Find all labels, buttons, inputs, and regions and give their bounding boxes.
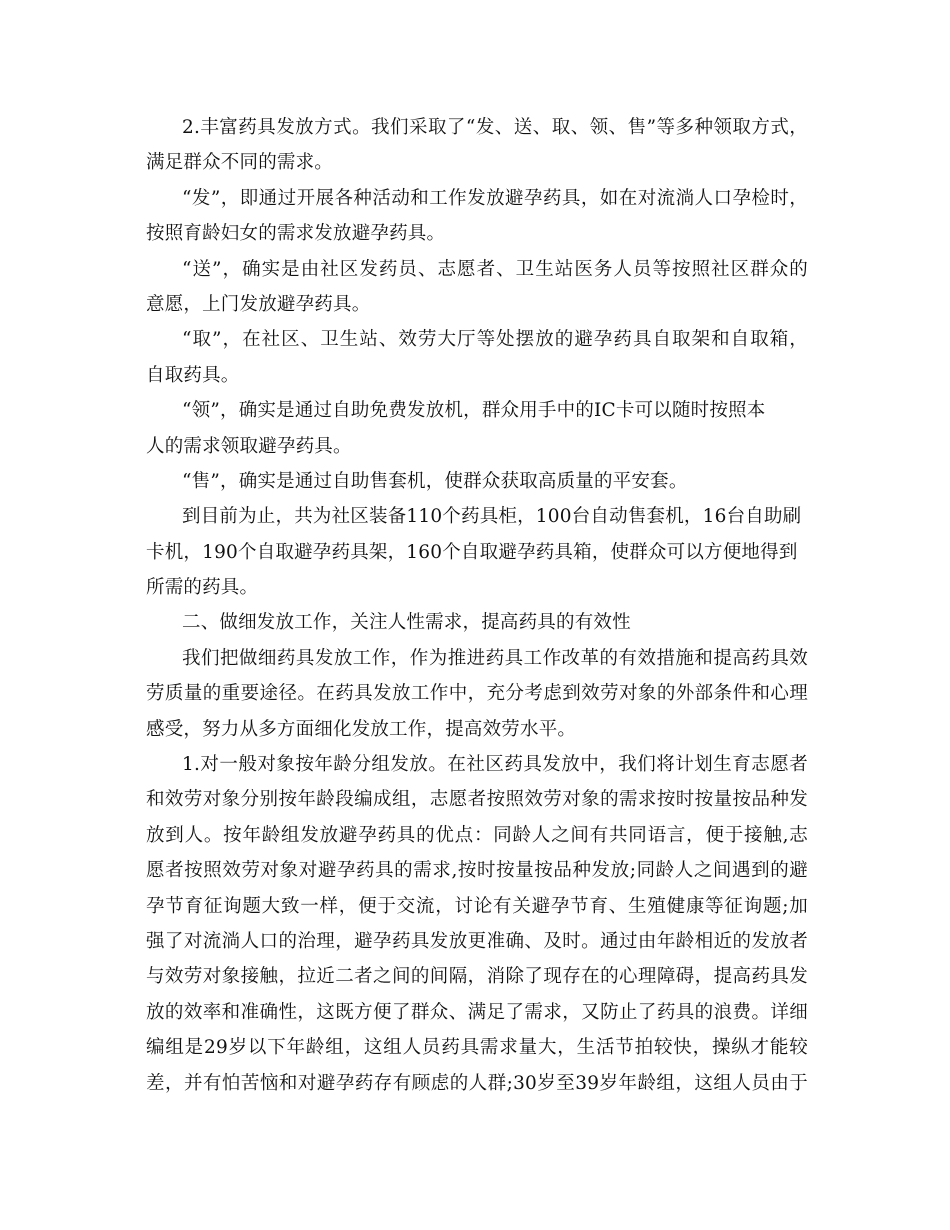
text-line: 意愿，上门发放避孕药具。 bbox=[146, 293, 371, 315]
text-line: 编组是29岁以下年龄组，这组人员药具需求量大，生活节拍较快，操纵才能较 bbox=[146, 1037, 808, 1059]
text-line: 1.对一般对象按年龄分组发放。在社区药具发放中，我们将计划生育志愿者 bbox=[182, 754, 808, 776]
text-line: “送”，确实是由社区发药员、志愿者、卫生站医务人员等按照社区群众的 bbox=[182, 258, 808, 280]
text-line: 放到人。按年龄组发放避孕药具的优点：同龄人之间有共同语言，便于接触,志 bbox=[146, 824, 808, 846]
text-line: 按照育龄妇女的需求发放避孕药具。 bbox=[146, 223, 446, 245]
text-line: 卡机，190个自取避孕药具架，160个自取避孕药具箱，使群众可以方便地得到 bbox=[146, 541, 798, 563]
document-page bbox=[146, 113, 808, 1104]
text-line: “领”，确实是通过自助免费发放机，群众用手中的IC卡可以随时按照本 bbox=[182, 400, 766, 422]
text-line: 到目前为止，共为社区装备110个药具柜，100台自动售套机，16台自助刷 bbox=[182, 506, 802, 528]
text-line: 感受，努力从多方面细化发放工作，提高效劳水平。 bbox=[146, 718, 577, 740]
text-line: 二、做细发放工作，关注人性需求，提高药具的有效性 bbox=[182, 612, 631, 634]
text-line: 孕节育征询题大致一样，便于交流，讨论有关避孕节育、生殖健康等征询题;加 bbox=[146, 895, 808, 917]
text-line: 和效劳对象分别按年龄段编成组，志愿者按照效劳对象的需求按时按量按品种发 bbox=[146, 789, 808, 811]
text-line: 自取药具。 bbox=[146, 364, 240, 386]
text-line: 放的效率和准确性，这既方便了群众、满足了需求，又防止了药具的浪费。详细 bbox=[146, 1001, 808, 1023]
text-line: 满足群众不同的需求。 bbox=[146, 152, 334, 174]
text-line: 差，并有怕苦恼和对避孕药存有顾虑的人群;30岁至39岁年龄组，这组人员由于 bbox=[146, 1072, 808, 1094]
text-line: “发”，即通过开展各种活动和工作发放避孕药具，如在对流淌人口孕检时， bbox=[182, 187, 808, 209]
text-line: 人的需求领取避孕药具。 bbox=[146, 435, 352, 457]
text-line: 强了对流淌人口的治理，避孕药具发放更准确、及时。通过由年龄相近的发放者 bbox=[146, 930, 808, 952]
text-line: 愿者按照效劳对象对避孕药具的需求,按时按量按品种发放;同龄人之间遇到的避 bbox=[146, 860, 808, 882]
text-line: 所需的药具。 bbox=[146, 577, 259, 599]
text-line: 我们把做细药具发放工作，作为推进药具工作改革的有效措施和提高药具效 bbox=[182, 647, 808, 669]
text-line: “取”，在社区、卫生站、效劳大厅等处摆放的避孕药具自取架和自取箱， bbox=[182, 329, 808, 351]
text-line: 与效劳对象接触，拉近二者之间的间隔，消除了现存在的心理障碍，提高药具发 bbox=[146, 966, 808, 988]
text-line: “售”，确实是通过自助售套机，使群众获取高质量的平安套。 bbox=[182, 470, 688, 492]
text-line: 2.丰富药具发放方式。我们采取了“发、送、取、领、售”等多种领取方式， bbox=[182, 117, 808, 138]
text-line: 劳质量的重要途径。在药具发放工作中，充分考虑到效劳对象的外部条件和心理 bbox=[146, 683, 808, 705]
